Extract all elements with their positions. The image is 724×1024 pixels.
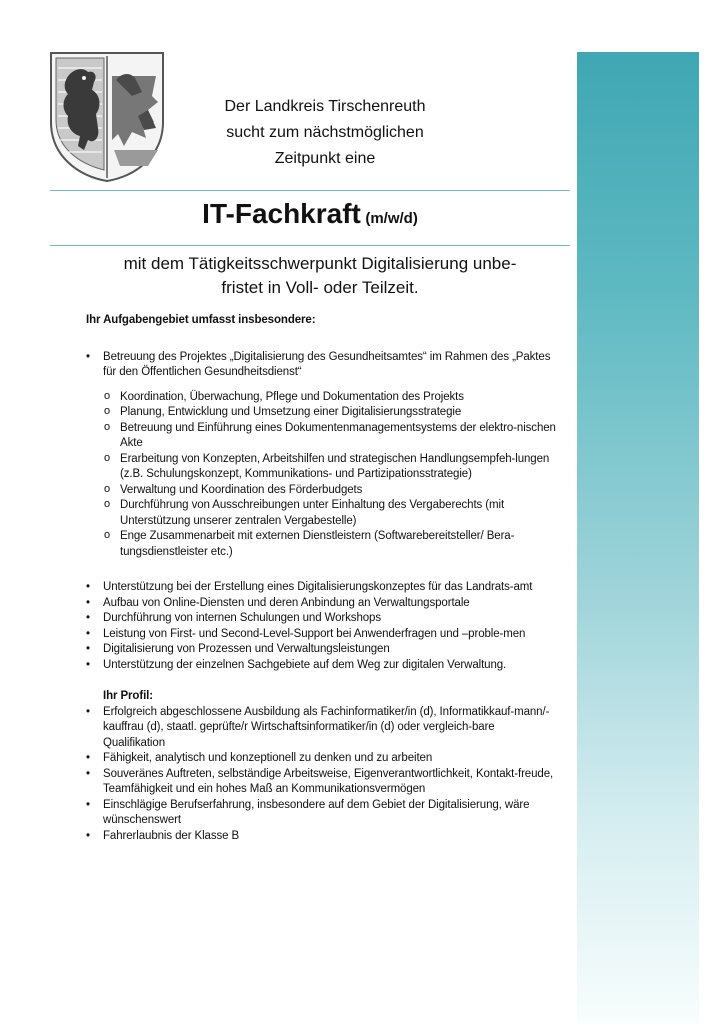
list-item: • Souveränes Auftreten, selbständige Arbeitsweise, Eigenverantwortlichkeit, Kontakt-freude, Teamfähigkeit und ein hohes Maß an Kommunikationsvermögen <box>86 767 556 798</box>
list-item: o Planung, Entwicklung und Umsetzung einer Digitalisierungsstrategie <box>103 405 556 421</box>
list-item: o Betreuung und Einführung eines Dokumentenmanagementsystems der elektro-nischen Akte <box>103 421 556 452</box>
job-subtitle <box>90 252 550 300</box>
intro-text <box>200 94 450 172</box>
list-item: • Fahrerlaubnis der Klasse B <box>86 829 556 845</box>
list-item: o Durchführung von Ausschreibungen unter Einhaltung des Vergaberechts (mit Unterstützung unserer zentralen Vergabestelle) <box>103 498 556 529</box>
profile-list <box>86 705 556 845</box>
list-item: • Aufbau von Online-Diensten und deren Anbindung an Verwaltungsportale <box>86 596 556 612</box>
intro-line: sucht zum nächstmöglichen <box>226 124 424 141</box>
profile-heading: Ihr Profil: <box>103 690 154 702</box>
list-item: o Koordination, Überwachung, Pflege und Dokumentation des Projekts <box>103 390 556 406</box>
intro-line: Zeitpunkt eine <box>274 150 376 167</box>
list-item: • Unterstützung der einzelnen Sachgebiete auf dem Weg zur digitalen Verwaltung. <box>86 658 556 674</box>
job-title <box>50 198 570 230</box>
list-item: • Durchführung von internen Schulungen und Workshops <box>86 611 556 627</box>
divider-top <box>50 190 570 191</box>
list-item: • Erfolgreich abgeschlossene Ausbildung als Fachinformatiker/in (d), Informatikkauf-mann/-kauffrau (d), staatl. geprüfte/r Wirtschaftsinformatiker/in (d) oder vergleich-bare Qualifikation <box>86 705 556 752</box>
intro-line: Der Landkreis Tirschenreuth <box>224 98 426 115</box>
subtitle-line: mit dem Tätigkeitsschwerpunkt Digitalisierung unbe- <box>123 254 517 273</box>
list-item: • Leistung von First- und Second-Level-Support bei Anwenderfragen und –proble-men <box>86 627 556 643</box>
subtitle-line: fristet in Voll- oder Teilzeit. <box>221 278 419 297</box>
task-project-text: Betreuung des Projektes „Digitalisierung des Gesundheitsamtes“ im Rahmen des „Paktes für den Öffentlichen Gesundheitsdienst“ <box>103 350 551 378</box>
list-item <box>86 350 556 581</box>
list-item: • Einschlägige Berufserfahrung, insbesondere auf dem Gebiet der Digitalisierung, wäre wünschenswert <box>86 798 556 829</box>
coat-of-arms-icon <box>48 50 166 183</box>
divider-bottom <box>50 245 570 246</box>
list-item: o Enge Zusammenarbeit mit externen Dienstleistern (Softwarebereitsteller/ Bera-tungsdienstleister etc.) <box>103 529 556 560</box>
job-description <box>86 313 556 844</box>
list-item: o Verwaltung und Koordination des Förderbudgets <box>103 483 556 499</box>
list-item: • Unterstützung bei der Erstellung eines Digitalisierungskonzeptes für das Landrats-amt <box>86 580 556 596</box>
list-item: • Digitalisierung von Prozessen und Verwaltungsleistungen <box>86 642 556 658</box>
job-title-main: IT-Fachkraft <box>202 198 361 229</box>
tasks-list <box>86 350 556 674</box>
tasks-heading: Ihr Aufgabengebiet umfasst insbesondere: <box>86 314 316 326</box>
project-subtasks <box>103 390 556 561</box>
list-item: o Erarbeitung von Konzepten, Arbeitshilfen und strategischen Handlungsempfeh-lungen (z.B. Schulungskonzept, Kommunikations- und Partizipationsstrategie) <box>103 452 556 483</box>
decorative-side-bar <box>577 52 699 1024</box>
job-title-suffix: (m/w/d) <box>365 210 418 227</box>
list-item: • Fähigkeit, analytisch und konzeptionell zu denken und zu arbeiten <box>86 751 556 767</box>
